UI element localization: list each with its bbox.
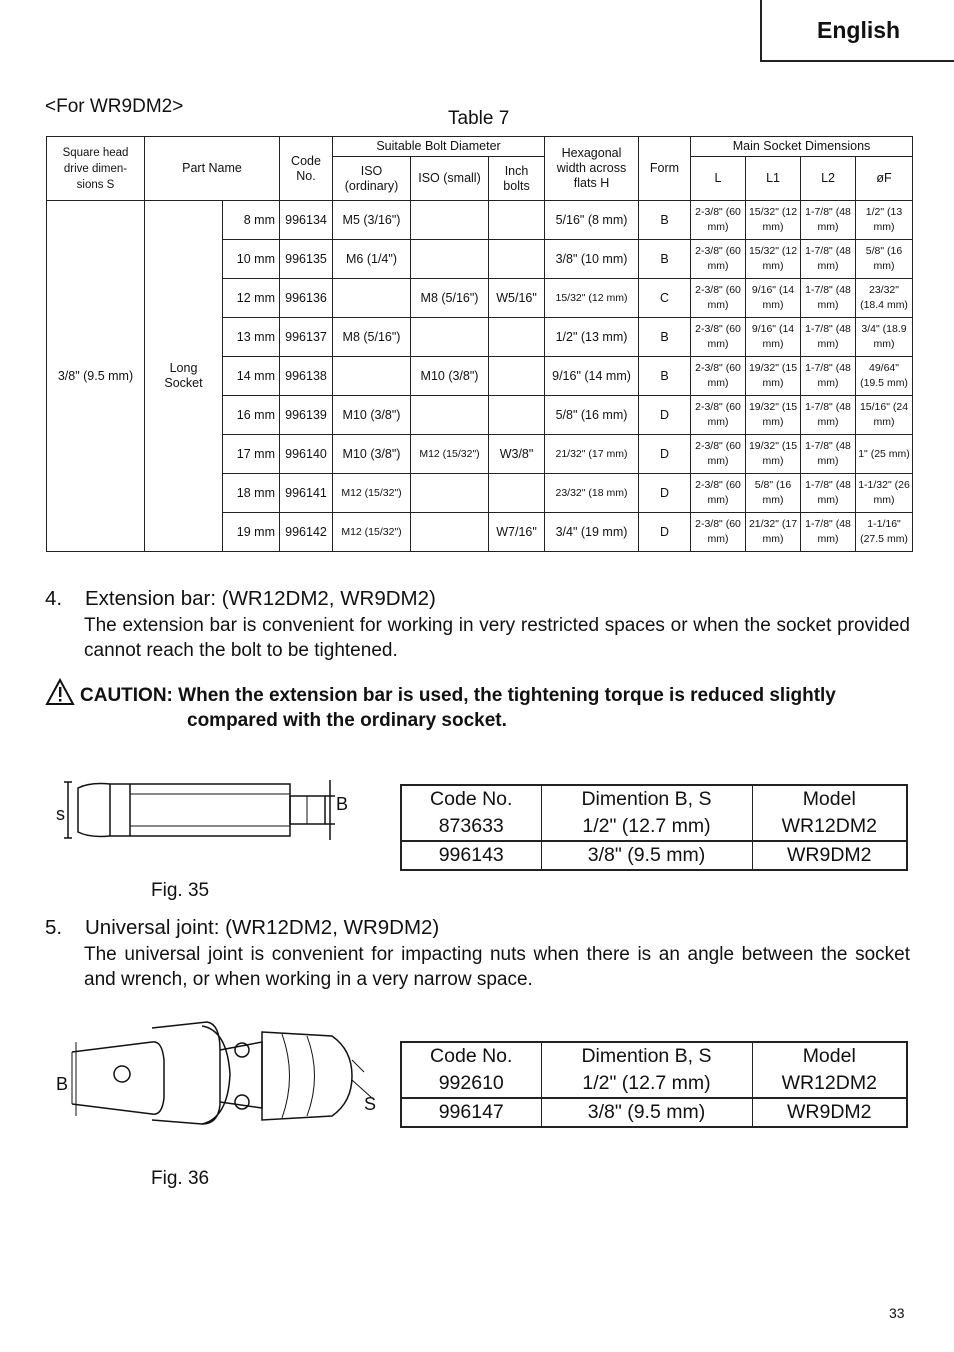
size-cell: 13 mm [223,318,280,357]
code-cell: 996139 [280,396,333,435]
form-cell: C [639,279,691,318]
model-heading: <For WR9DM2> [45,96,184,117]
spec-cell: 3/8" (9.5 mm) [541,841,752,870]
header-suitable-bolt: Suitable Bolt Diameter [333,137,545,157]
spec-cell: WR12DM2 [752,813,907,841]
dim-F-cell: 5/8" (16 mm) [856,240,913,279]
code-cell: 996134 [280,201,333,240]
dim-L1-cell: 19/32" (15 mm) [746,396,801,435]
section-5-heading [45,916,439,940]
header-iso-ordinary: ISO (ordinary) [333,157,411,201]
dim-L1-cell: 15/32" (12 mm) [746,240,801,279]
spec-cell: WR12DM2 [752,1070,907,1098]
page-number: 33 [889,1305,905,1321]
iso-small-cell: M12 (15/32") [411,435,489,474]
header-inch-bolts: Inch bolts [489,157,545,201]
code-cell: 996142 [280,513,333,552]
section-4-body: The extension bar is convenient for working in very restricted spaces or when the socket provided cannot reach the bolt to be tightened. [84,615,910,661]
code-cell: 996136 [280,279,333,318]
iso-ordinary-cell [333,279,411,318]
dim-L-cell: 2-3/8" (60 mm) [691,279,746,318]
spec-cell: 3/8" (9.5 mm) [541,1098,752,1127]
size-cell: 19 mm [223,513,280,552]
hex-cell: 15/32" (12 mm) [545,279,639,318]
spec-cell: WR9DM2 [752,841,907,870]
spec-cell: 1/2" (12.7 mm) [541,813,752,841]
hex-cell: 1/2" (13 mm) [545,318,639,357]
dim-L1-cell: 19/32" (15 mm) [746,435,801,474]
iso-small-cell: M8 (5/16") [411,279,489,318]
inch-bolt-cell [489,201,545,240]
dim-L1-cell: 15/32" (12 mm) [746,201,801,240]
universal-joint-table [400,1041,908,1128]
hex-cell: 3/4" (19 mm) [545,513,639,552]
dim-F-cell: 1" (25 mm) [856,435,913,474]
spec-cell: 996143 [401,841,541,870]
hex-cell: 3/8" (10 mm) [545,240,639,279]
dim-L-cell: 2-3/8" (60 mm) [691,474,746,513]
dim-L-cell: 2-3/8" (60 mm) [691,318,746,357]
iso-ordinary-cell: M10 (3/8") [333,396,411,435]
dim-L2-cell: 1-7/8" (48 mm) [801,318,856,357]
dim-F-cell: 49/64" (19.5 mm) [856,357,913,396]
code-cell: 996135 [280,240,333,279]
hex-cell: 21/32" (17 mm) [545,435,639,474]
inch-bolt-cell: W5/16" [489,279,545,318]
size-cell: 12 mm [223,279,280,318]
header-F: øF [856,157,913,201]
dim-L2-cell: 1-7/8" (48 mm) [801,513,856,552]
dim-F-cell: 15/16" (24 mm) [856,396,913,435]
extension-bar-table [400,784,908,871]
size-cell: 18 mm [223,474,280,513]
figure-36-label-s: S [364,1094,377,1114]
dim-L-cell: 2-3/8" (60 mm) [691,435,746,474]
header-square: Square head drive dimen- sions S [47,137,145,201]
code-cell: 996137 [280,318,333,357]
caution-label: CAUTION: [80,685,173,706]
spec-cell: 873633 [438,815,504,837]
section-4-heading [45,587,436,611]
code-cell: 996138 [280,357,333,396]
part-name-cell: Long Socket [145,201,223,552]
form-cell: B [639,201,691,240]
language-tab [760,0,954,62]
dim-L-cell: 2-3/8" (60 mm) [691,240,746,279]
square-size-cell: 3/8" (9.5 mm) [47,201,145,552]
dim-L2-cell: 1-7/8" (48 mm) [801,435,856,474]
hex-cell: 5/8" (16 mm) [545,396,639,435]
form-cell: B [639,240,691,279]
caution-line1: When the extension bar is used, the tightening torque is reduced slightly [178,685,836,706]
spec-header-code: Code No. [430,788,513,810]
dim-L1-cell: 21/32" (17 mm) [746,513,801,552]
table-title: Table 7 [448,108,510,129]
inch-bolt-cell: W3/8" [489,435,545,474]
figure-36-caption: Fig. 36 [151,1168,210,1189]
spec-cell: 1/2" (12.7 mm) [541,1070,752,1098]
header-form: Form [639,137,691,201]
dim-F-cell: 1-1/32" (26 mm) [856,474,913,513]
caution-line2: compared with the ordinary socket. [187,710,507,731]
iso-ordinary-cell: M12 (15/32") [333,474,411,513]
spec-header-model: Model [752,1042,907,1070]
dim-L2-cell: 1-7/8" (48 mm) [801,396,856,435]
form-cell: B [639,318,691,357]
dim-L2-cell: 1-7/8" (48 mm) [801,357,856,396]
iso-ordinary-cell: M5 (3/16") [333,201,411,240]
header-L: L [691,157,746,201]
form-cell: D [639,474,691,513]
socket-table [46,136,913,552]
iso-ordinary-cell: M8 (5/16") [333,318,411,357]
code-cell: 996141 [280,474,333,513]
iso-ordinary-cell: M12 (15/32") [333,513,411,552]
figure-35-caption: Fig. 35 [151,880,210,901]
inch-bolt-cell: W7/16" [489,513,545,552]
code-cell: 996140 [280,435,333,474]
hex-cell: 5/16" (8 mm) [545,201,639,240]
header-L2: L2 [801,157,856,201]
header-main-socket: Main Socket Dimensions [691,137,913,157]
spec-header-model: Model [752,785,907,813]
dim-F-cell: 1/2" (13 mm) [856,201,913,240]
iso-ordinary-cell: M10 (3/8") [333,435,411,474]
iso-small-cell [411,240,489,279]
inch-bolt-cell [489,318,545,357]
figure-35-label-s: s [56,804,65,824]
header-part-name: Part Name [145,137,280,201]
spec-header-dimension: Dimention B, S [541,1042,752,1070]
header-iso-small: ISO (small) [411,157,489,201]
inch-bolt-cell [489,240,545,279]
language-label: English [817,16,901,43]
iso-small-cell [411,474,489,513]
form-cell: D [639,513,691,552]
dim-L-cell: 2-3/8" (60 mm) [691,396,746,435]
iso-small-cell [411,318,489,357]
spec-cell: 996147 [401,1098,541,1127]
spec-cell: WR9DM2 [752,1098,907,1127]
hex-cell: 9/16" (14 mm) [545,357,639,396]
size-cell: 8 mm [223,201,280,240]
dim-L1-cell: 5/8" (16 mm) [746,474,801,513]
header-hex: Hexagonal width across flats H [545,137,639,201]
universal-joint-figure [52,1020,382,1135]
spec-header-dimension: Dimention B, S [541,785,752,813]
dim-L-cell: 2-3/8" (60 mm) [691,513,746,552]
caution-block [45,683,910,733]
size-cell: 17 mm [223,435,280,474]
extension-bar-figure [50,776,360,851]
inch-bolt-cell [489,357,545,396]
iso-small-cell [411,513,489,552]
dim-L2-cell: 1-7/8" (48 mm) [801,201,856,240]
spec-cell: 992610 [438,1072,504,1094]
size-cell: 14 mm [223,357,280,396]
dim-F-cell: 3/4" (18.9 mm) [856,318,913,357]
header-code-no: Code No. [280,137,333,201]
section-5-number: 5. [45,916,63,939]
table-row [47,201,913,240]
section-5-title: Universal joint: (WR12DM2, WR9DM2) [85,916,440,939]
dim-F-cell: 1-1/16" (27.5 mm) [856,513,913,552]
figure-35-label-b: B [336,794,349,814]
dim-L-cell: 2-3/8" (60 mm) [691,201,746,240]
inch-bolt-cell [489,474,545,513]
inch-bolt-cell [489,396,545,435]
form-cell: B [639,357,691,396]
size-cell: 16 mm [223,396,280,435]
spec-header-code: Code No. [430,1045,513,1067]
section-4-title: Extension bar: (WR12DM2, WR9DM2) [85,587,436,610]
section-5-body: The universal joint is convenient for impacting nuts when there is an angle between the socket and wrench, or when working in a very narrow space. [84,944,910,990]
hex-cell: 23/32" (18 mm) [545,474,639,513]
dim-L2-cell: 1-7/8" (48 mm) [801,240,856,279]
dim-L-cell: 2-3/8" (60 mm) [691,357,746,396]
dim-L1-cell: 9/16" (14 mm) [746,279,801,318]
header-L1: L1 [746,157,801,201]
section-4-number: 4. [45,587,63,610]
form-cell: D [639,435,691,474]
dim-F-cell: 23/32" (18.4 mm) [856,279,913,318]
dim-L2-cell: 1-7/8" (48 mm) [801,474,856,513]
form-cell: D [639,396,691,435]
iso-ordinary-cell: M6 (1/4") [333,240,411,279]
iso-ordinary-cell [333,357,411,396]
iso-small-cell [411,396,489,435]
dim-L1-cell: 9/16" (14 mm) [746,318,801,357]
size-cell: 10 mm [223,240,280,279]
iso-small-cell [411,201,489,240]
dim-L2-cell: 1-7/8" (48 mm) [801,279,856,318]
dim-L1-cell: 19/32" (15 mm) [746,357,801,396]
iso-small-cell: M10 (3/8") [411,357,489,396]
figure-36-label-b: B [56,1074,69,1094]
